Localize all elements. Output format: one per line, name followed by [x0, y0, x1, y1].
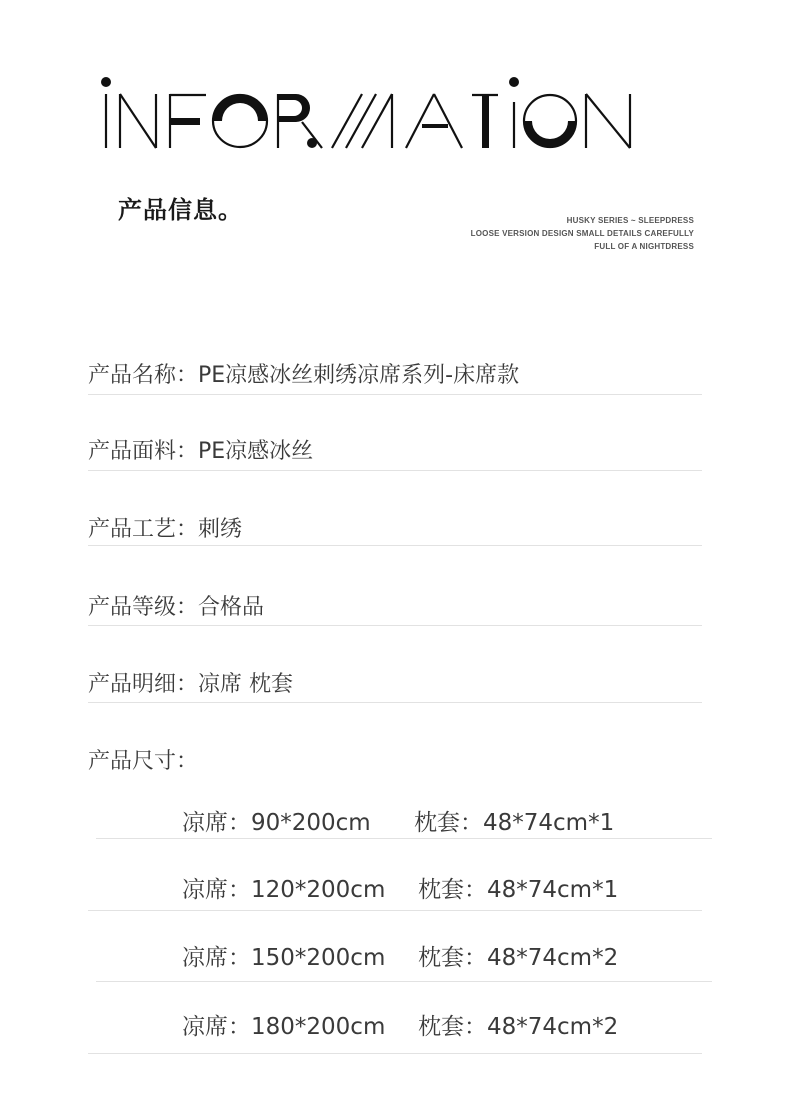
divider	[88, 910, 702, 911]
info-label: 产品明细：	[88, 672, 199, 697]
info-label: 产品面料：	[88, 439, 199, 464]
info-value: PE凉感冰丝	[198, 439, 314, 464]
size-row	[182, 871, 618, 904]
pillow-size: 枕套：48*74cm*1	[414, 810, 615, 836]
divider	[88, 702, 702, 703]
tagline-line: LOOSE VERSION DESIGN SMALL DETAILS CAREFULLY	[470, 229, 694, 238]
info-label: 产品工艺：	[88, 517, 199, 542]
pillow-size: 枕套：48*74cm*1	[418, 877, 619, 903]
divider	[96, 838, 712, 839]
mat-size: 凉席：150*200cm	[182, 945, 386, 971]
size-row	[182, 939, 618, 972]
mat-size: 凉席：90*200cm	[182, 810, 371, 836]
info-label: 产品名称：	[88, 363, 199, 388]
info-row-craft	[88, 512, 702, 543]
divider	[88, 625, 702, 626]
divider	[88, 1053, 702, 1054]
divider	[88, 470, 702, 471]
tagline-line: HUSKY SERIES ~ SLEEPDRESS	[566, 216, 694, 225]
info-label: 产品等级：	[88, 595, 199, 620]
mat-size: 凉席：180*200cm	[182, 1014, 386, 1040]
info-value: PE凉感冰丝刺绣凉席系列-床席款	[198, 363, 520, 388]
size-row	[182, 1008, 618, 1041]
tagline	[471, 214, 694, 253]
mat-size: 凉席：120*200cm	[182, 877, 386, 903]
tagline-line: FULL OF A NIGHTDRESS	[594, 242, 694, 251]
info-value: 刺绣	[198, 517, 243, 542]
divider	[88, 394, 702, 395]
wordmark-graphic	[100, 72, 640, 152]
info-value: 合格品	[198, 595, 265, 620]
size-row	[182, 804, 614, 837]
info-row-name	[88, 358, 702, 389]
information-wordmark	[100, 72, 640, 152]
info-row-grade	[88, 590, 702, 621]
pillow-size: 枕套：48*74cm*2	[418, 945, 619, 971]
info-row-fabric	[88, 434, 702, 465]
section-title: 产品信息。	[118, 196, 243, 224]
info-row-details	[88, 667, 702, 698]
info-label: 产品尺寸：	[88, 749, 199, 774]
divider	[88, 545, 702, 546]
sizes-label	[88, 744, 702, 775]
pillow-size: 枕套：48*74cm*2	[418, 1014, 619, 1040]
info-value: 凉席 枕套	[198, 672, 294, 697]
divider	[96, 981, 712, 982]
